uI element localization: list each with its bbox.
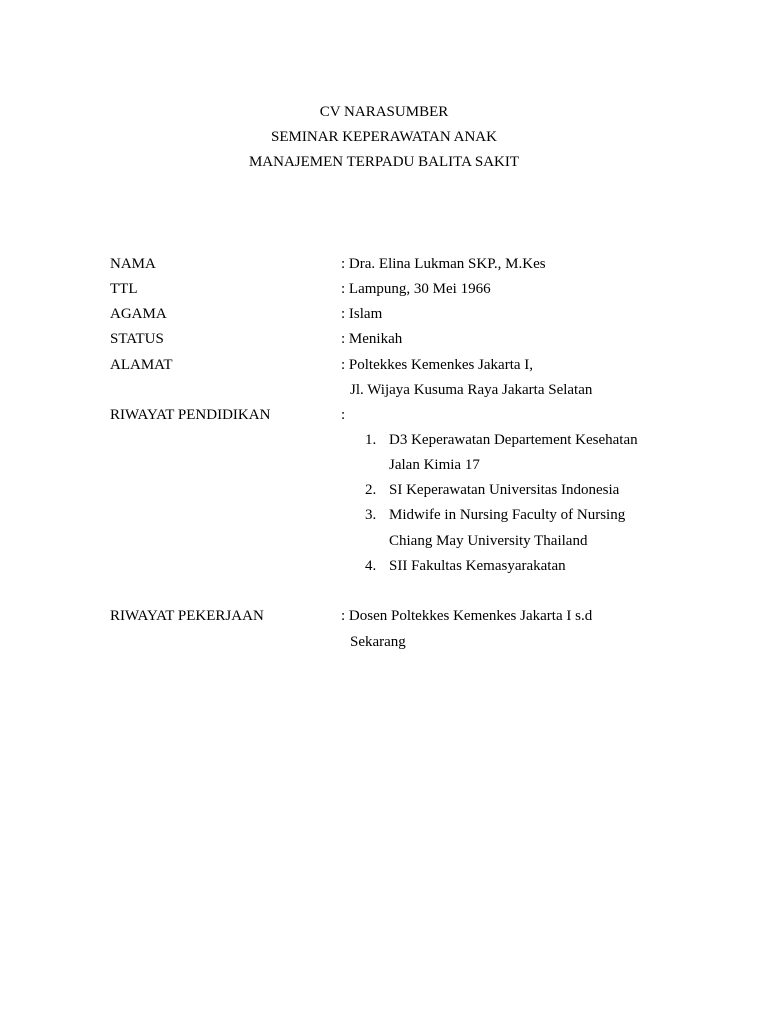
label-ttl: TTL [110,281,138,297]
label-agama: AGAMA [110,306,167,322]
pendidikan-item-1-line1: D3 Keperawatan Departement Kesehatan [389,432,638,448]
label-pendidikan: RIWAYAT PENDIDIKAN [110,407,271,423]
label-status: STATUS [110,331,164,347]
label-nama: NAMA [110,256,156,272]
document-subtitle: SEMINAR KEPERAWATAN ANAK [271,129,497,145]
document-title: CV NARASUMBER [319,104,449,120]
label-pekerjaan: RIWAYAT PEKERJAAN [110,608,264,624]
pendidikan-item-3-number: 3. [365,507,377,523]
pendidikan-item-2-line1: SI Keperawatan Universitas Indonesia [389,482,620,498]
value-pekerjaan: : Dosen Poltekkes Kemenkes Jakarta I s.d [341,608,593,624]
value-pendidikan: : [341,407,346,423]
value-pekerjaan-line2: Sekarang [350,634,406,650]
pendidikan-item-3-line2: Chiang May University Thailand [389,533,588,549]
pendidikan-item-1-line2: Jalan Kimia 17 [389,457,480,473]
pendidikan-item-2-number: 2. [365,482,377,498]
value-ttl: : Lampung, 30 Mei 1966 [341,281,491,297]
pendidikan-item-3-line1: Midwife in Nursing Faculty of Nursing [389,507,626,523]
pendidikan-item-4-line1: SII Fakultas Kemasyarakatan [389,558,566,574]
value-alamat: : Poltekkes Kemenkes Jakarta I, [341,357,534,373]
pendidikan-item-4-number: 4. [365,558,377,574]
pendidikan-item-1-number: 1. [365,432,377,448]
document-subtitle-2: MANAJEMEN TERPADU BALITA SAKIT [248,154,520,170]
value-alamat-line2: Jl. Wijaya Kusuma Raya Jakarta Selatan [350,382,593,398]
value-agama: : Islam [341,306,383,322]
value-status: : Menikah [341,331,403,347]
label-alamat: ALAMAT [110,357,173,373]
value-nama: : Dra. Elina Lukman SKP., M.Kes [341,256,546,272]
